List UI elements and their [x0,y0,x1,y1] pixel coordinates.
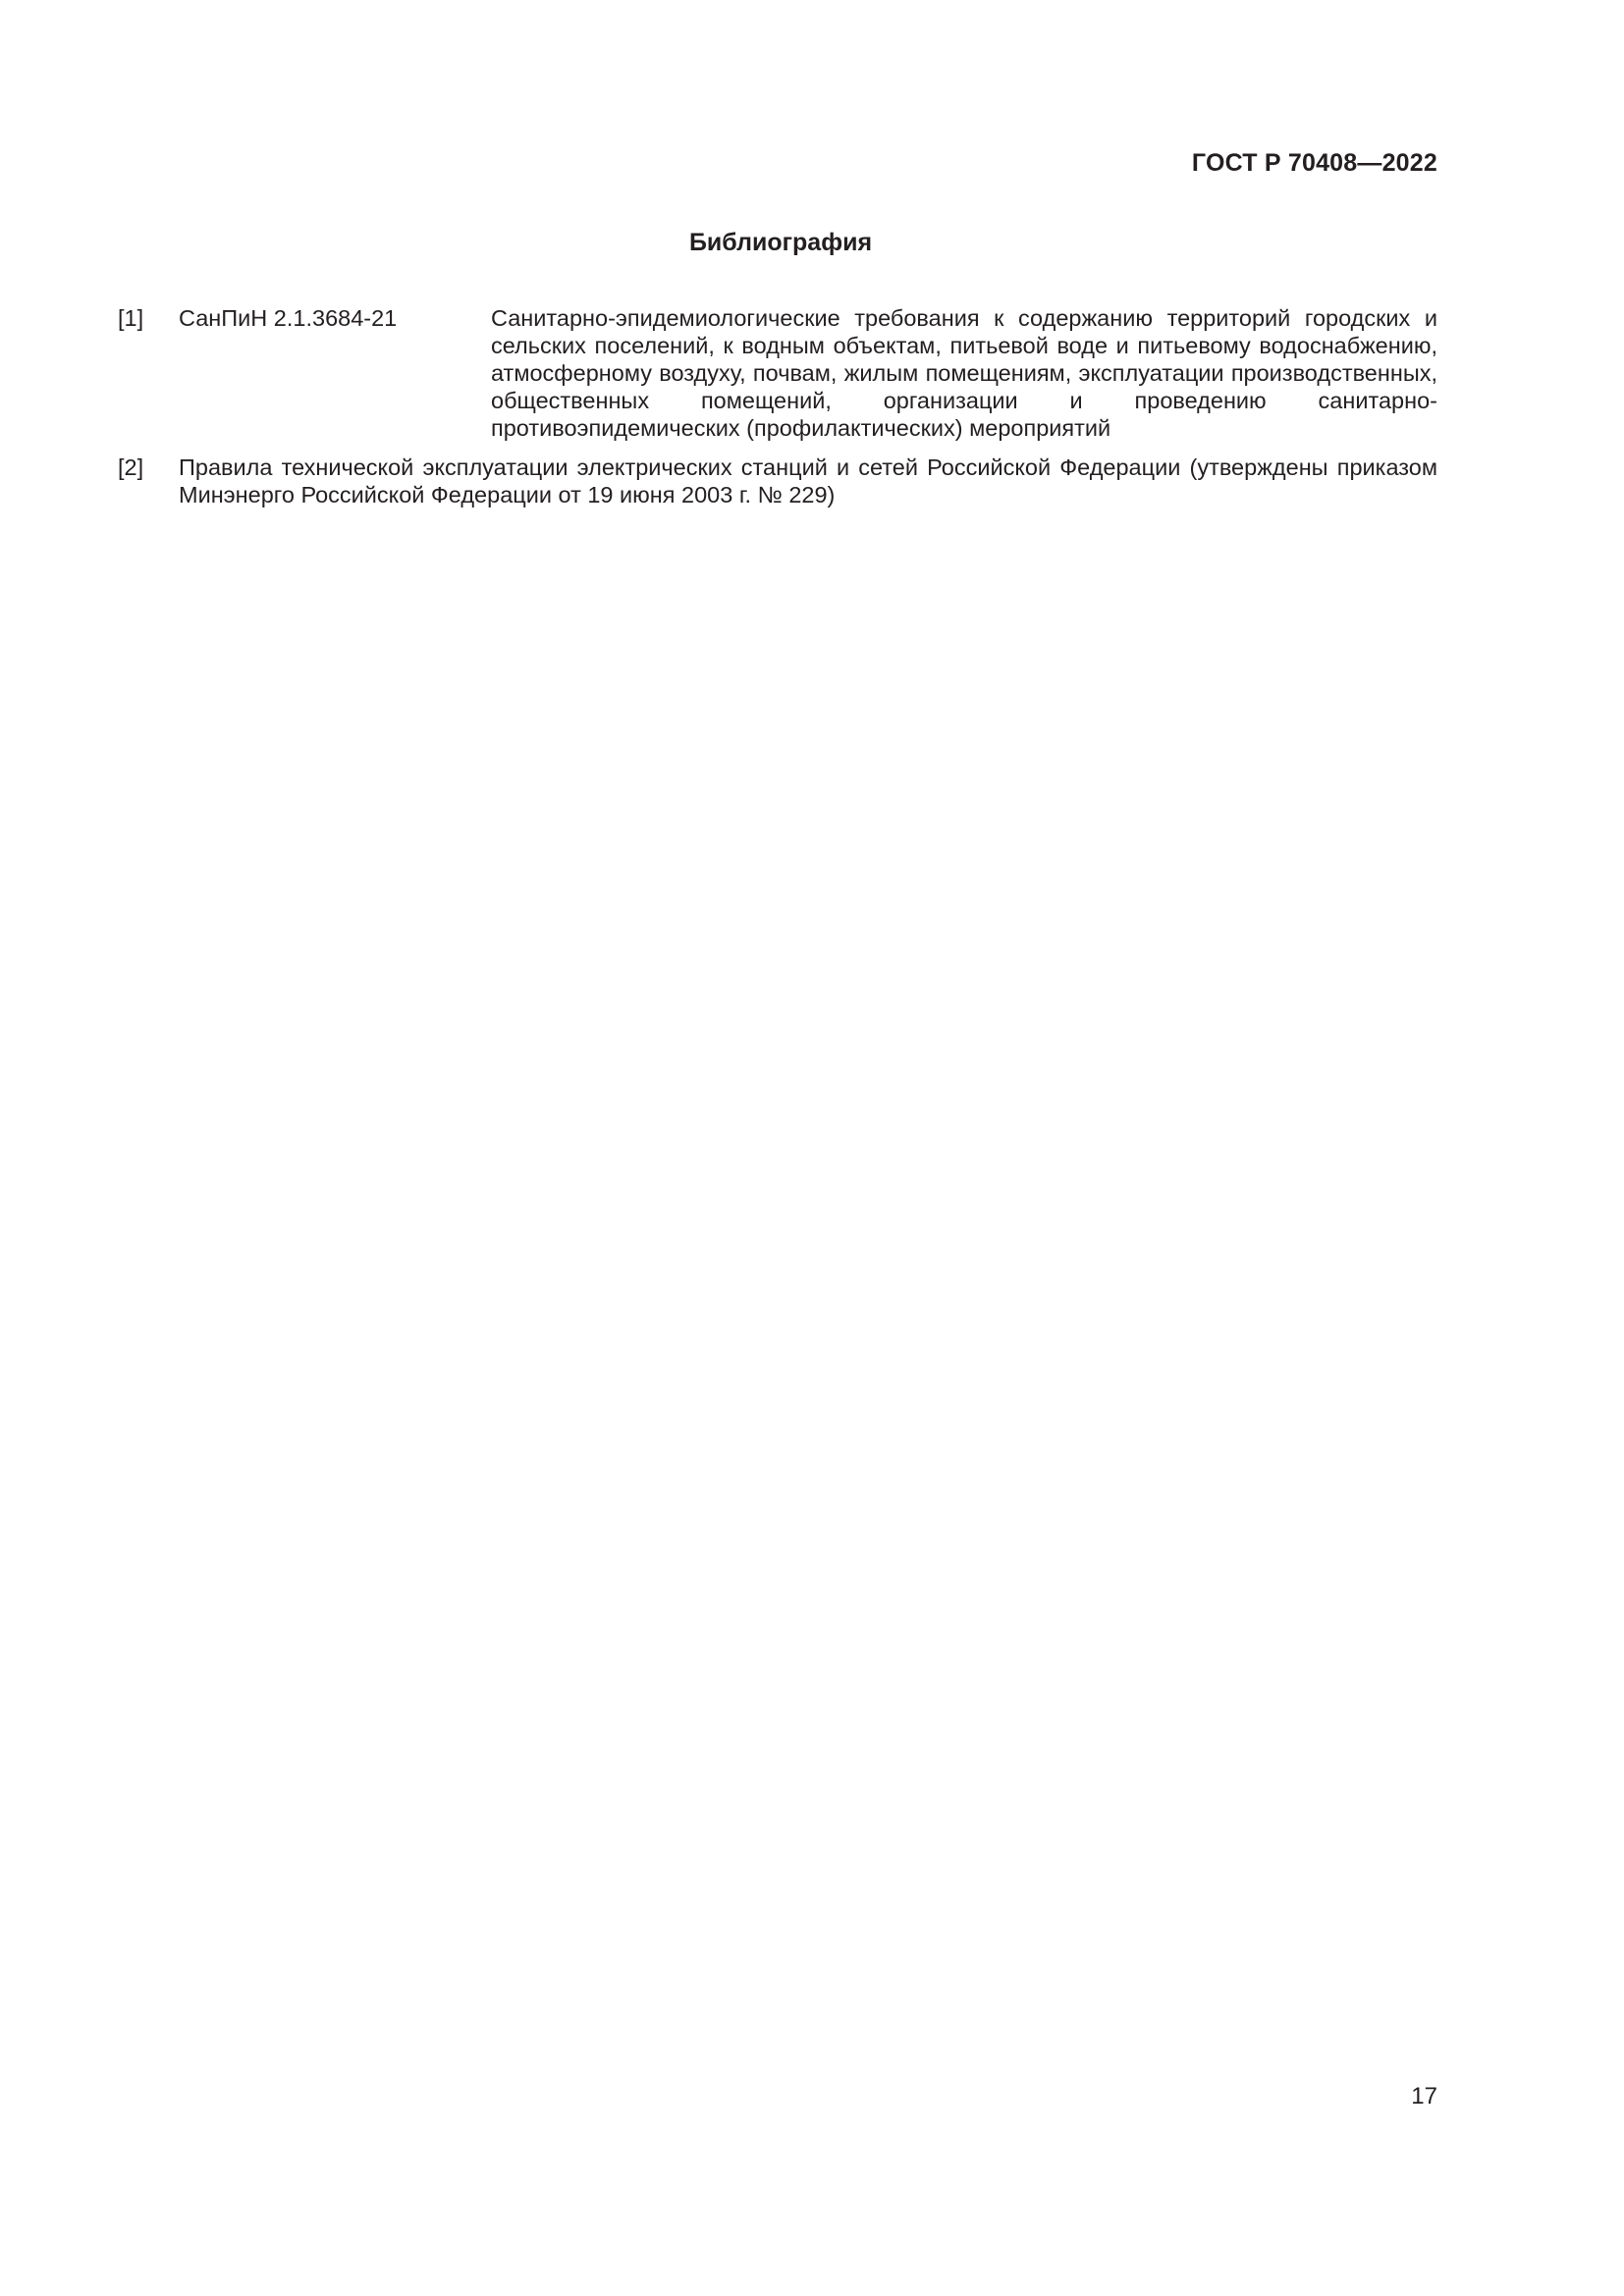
bibliography-entry-text: Санитарно-эпидемиологические требования к содержанию территорий городских и сельских поселений, к водным объектам, питьевой воде и питьевому водоснабжению, атмосферному воздуху, почвам, жилым помещениям, эксплуатации производственных, общественных помещений, организации и проведению санитарно-противоэпидемических (профилактических) мероприятий [491,305,1437,441]
bibliography-entry-number: [1] [118,305,144,331]
bibliography-entry-number: [2] [118,454,144,480]
bibliography-entry [118,454,1437,508]
section-title: Библиография [688,229,873,256]
bibliography-entry [118,304,1437,442]
document-code: ГОСТ Р 70408—2022 [1191,149,1437,177]
bibliography-entry-text: Правила технической эксплуатации электрических станций и сетей Российской Федерации (утверждены приказом Минэнерго Российской Федерации от 19 июня 2003 г. № 229) [179,454,1437,507]
page-number: 17 [1411,2083,1437,2109]
bibliography-entry-code: СанПиН 2.1.3684-21 [179,305,398,331]
bibliography-list [118,304,1437,520]
